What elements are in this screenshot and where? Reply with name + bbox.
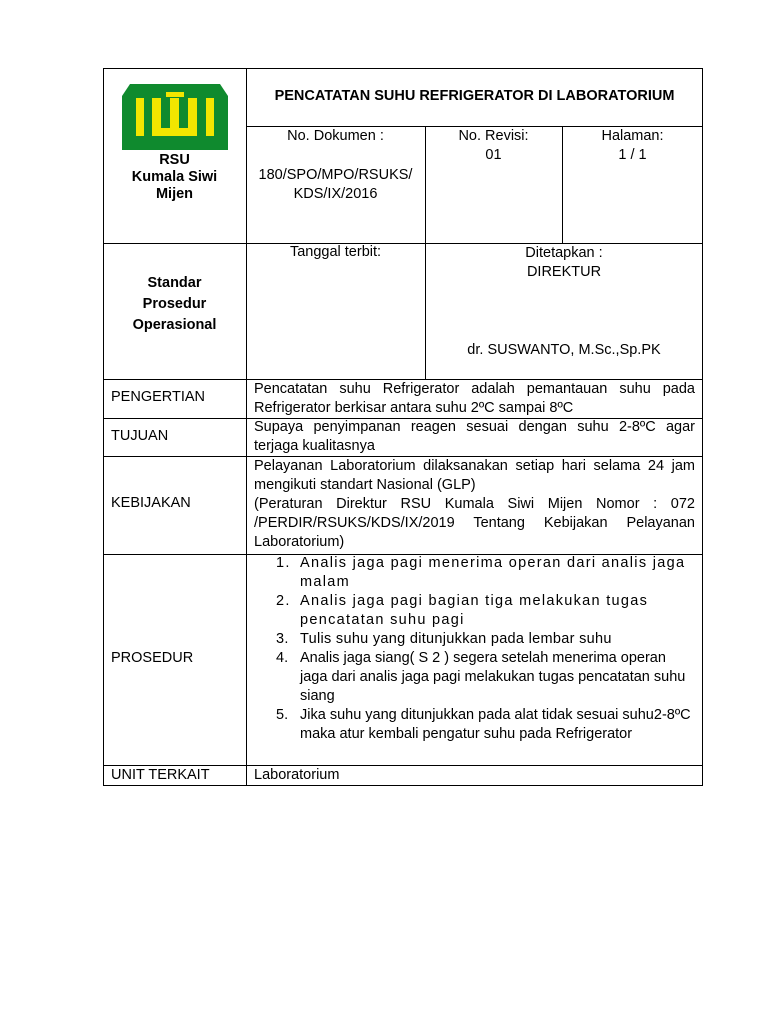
- pengertian-text: Pencatatan suhu Refrigerator adalah pemantauan suhu pada Refrigerator berkisar antara suhu 2ºC sampai 8ºC: [254, 381, 695, 416]
- no-revisi-label: No. Revisi:: [458, 128, 529, 144]
- jabatan: DIREKTUR: [526, 264, 602, 280]
- logo-pillar-left: [136, 98, 144, 136]
- step-number: 1.: [276, 555, 291, 571]
- border-right: [702, 68, 703, 786]
- step-text: Analis jaga siang( S 2 ) segera setelah menerima operan jaga dari analis jaga pagi melakukan tugas pencatatan suhu siang: [300, 650, 686, 704]
- no-dokumen-line2: KDS/IX/2016: [293, 186, 378, 202]
- step-number: 2.: [276, 593, 291, 609]
- step-text: Analis jaga pagi bagian tiga melakukan tugas pencatatan suhu pagi: [300, 593, 649, 628]
- sop-label: [103, 273, 246, 336]
- prosedur-step: [276, 706, 696, 744]
- kebijakan-text-1: Pelayanan Laboratorium dilaksanakan setiap hari selama 24 jam mengikuti standart Nasional (GLP): [254, 458, 695, 493]
- step-number: 3.: [276, 631, 289, 647]
- hospital-logo-icon: [122, 82, 228, 150]
- unit-terkait-label: UNIT TERKAIT: [111, 767, 210, 783]
- no-dokumen-line1: 180/SPO/MPO/RSUKS/: [258, 167, 413, 183]
- page-title: PENCATATAN SUHU REFRIGERATOR DI LABORATORIUM: [274, 88, 675, 104]
- step-number: 5.: [276, 707, 289, 723]
- pengertian-label: PENGERTIAN: [111, 389, 206, 405]
- border-bottom: [103, 785, 703, 786]
- logo-glyph-base: [152, 128, 197, 136]
- prosedur-label: PROSEDUR: [111, 650, 194, 666]
- sop-label-line2: Prosedur: [142, 296, 207, 312]
- logo-pillar-right: [206, 98, 214, 136]
- sop-document: [103, 68, 703, 786]
- kebijakan-label: KEBIJAKAN: [111, 495, 191, 511]
- sop-label-line3: Operasional: [132, 317, 217, 333]
- halaman-value: 1 / 1: [618, 147, 647, 163]
- row-divider-6: [103, 765, 703, 766]
- ditetapkan: [425, 244, 703, 282]
- penandatangan: dr. SUSWANTO, M.Sc.,Sp.PK: [467, 342, 661, 358]
- logo-glyph-stroke-2: [170, 98, 179, 128]
- hospital-name-line3: Mijen: [155, 186, 194, 202]
- halaman: [562, 127, 703, 165]
- prosedur-list: [276, 554, 696, 744]
- logo-glyph-top: [166, 92, 184, 97]
- tujuan-text: Supaya penyimpanan reagen sesuai dengan suhu 2-8ºC agar terjaga kualitasnya: [254, 419, 695, 454]
- hospital-name: [103, 152, 246, 203]
- kebijakan-text-2: (Peraturan Direktur RSU Kumala Siwi Mijen Nomor : 072 /PERDIR/RSUKS/KDS/IX/2019 Tentang Kebijakan Pelayanan Laboratorium): [254, 496, 695, 550]
- step-text: Tulis suhu yang ditunjukkan pada lembar suhu: [300, 631, 612, 647]
- sop-label-line1: Standar: [147, 275, 202, 291]
- kebijakan-text: [254, 457, 695, 552]
- no-dokumen-label: No. Dokumen :: [287, 128, 384, 144]
- step-text: Jika suhu yang ditunjukkan pada alat tidak sesuai suhu2-8ºC maka atur kembali pengatur suhu pada Refrigerator: [300, 707, 691, 742]
- no-dokumen: [246, 127, 425, 204]
- prosedur-step: [276, 554, 696, 592]
- halaman-label: Halaman:: [601, 128, 664, 144]
- prosedur-step: [276, 592, 696, 630]
- no-revisi-value: 01: [485, 147, 502, 163]
- tanggal-terbit-label: Tanggal terbit:: [289, 244, 382, 260]
- no-revisi: [425, 127, 562, 165]
- prosedur-step: [276, 649, 696, 706]
- hospital-name-line2: Kumala Siwi: [131, 169, 218, 185]
- border-top: [103, 68, 703, 69]
- ditetapkan-label: Ditetapkan :: [525, 245, 603, 261]
- hospital-logo: [122, 82, 228, 150]
- tujuan-label: TUJUAN: [111, 428, 169, 444]
- hospital-name-line1: RSU: [159, 152, 190, 168]
- prosedur-step: [276, 630, 696, 649]
- unit-terkait-text: Laboratorium: [254, 767, 340, 783]
- step-text: Analis jaga pagi menerima operan dari analis jaga malam: [300, 555, 686, 590]
- step-number: 4.: [276, 650, 289, 666]
